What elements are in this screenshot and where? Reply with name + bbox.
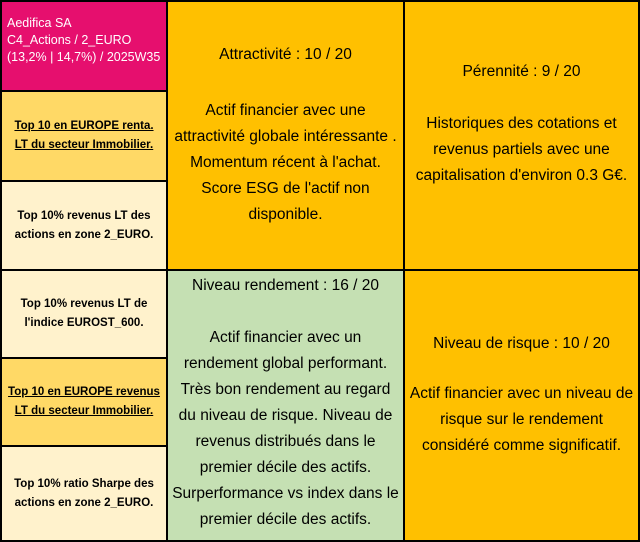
- perennite-panel: [404, 1, 639, 270]
- asset-header: [1, 1, 167, 91]
- ranking-text: Top 10 en EUROPE renta. LT du secteur Immobilier.: [14, 120, 154, 151]
- rendement-description: Actif financier avec un rendement global performant. Très bon rendement au regard du niveau de risque. Niveau de revenus distribués dans le premier décile des actifs. Surperformance vs index dans le premier décile des actifs.: [172, 329, 399, 528]
- rendement-panel: [167, 270, 404, 541]
- asset-category: C4_Actions / 2_EURO: [7, 33, 132, 47]
- risque-title: Niveau de risque : 10 / 20: [433, 334, 610, 352]
- ranking-badge: [1, 91, 167, 181]
- rendement-title: Niveau rendement : 16 / 20: [192, 277, 379, 294]
- asset-performance: (13,2% | 14,7%) / 2025W35: [7, 50, 161, 64]
- ranking-badge: [1, 358, 167, 446]
- ranking-text: Top 10% revenus LT des actions en zone 2_EURO.: [14, 209, 154, 241]
- ranking-badge: [1, 446, 167, 541]
- ranking-text: Top 10% ratio Sharpe des actions en zone 2_EURO.: [14, 477, 154, 509]
- risque-panel: [404, 270, 639, 541]
- perennite-description: Historiques des cotations et revenus partiels avec une capitalisation d'environ 0.3 G€.: [415, 114, 628, 184]
- attractivite-title: Attractivité : 10 / 20: [219, 46, 352, 63]
- ranking-badge: [1, 270, 167, 358]
- ranking-badge: [1, 181, 167, 270]
- asset-name: Aedifica SA: [7, 16, 72, 30]
- attractivite-panel: [167, 1, 404, 270]
- risque-description: Actif financier avec un niveau de risque sur le rendement considéré comme significatif.: [409, 384, 634, 454]
- ranking-text: Top 10% revenus LT de l'indice EUROST_600.: [20, 298, 148, 329]
- attractivite-description: Actif financier avec une attractivité globale intéressante . Momentum récent à l'achat. Score ESG de l'actif non disponible.: [174, 102, 397, 223]
- ranking-text: Top 10 en EUROPE revenus LT du secteur Immobilier.: [8, 386, 160, 417]
- perennite-title: Pérennité : 9 / 20: [462, 62, 581, 80]
